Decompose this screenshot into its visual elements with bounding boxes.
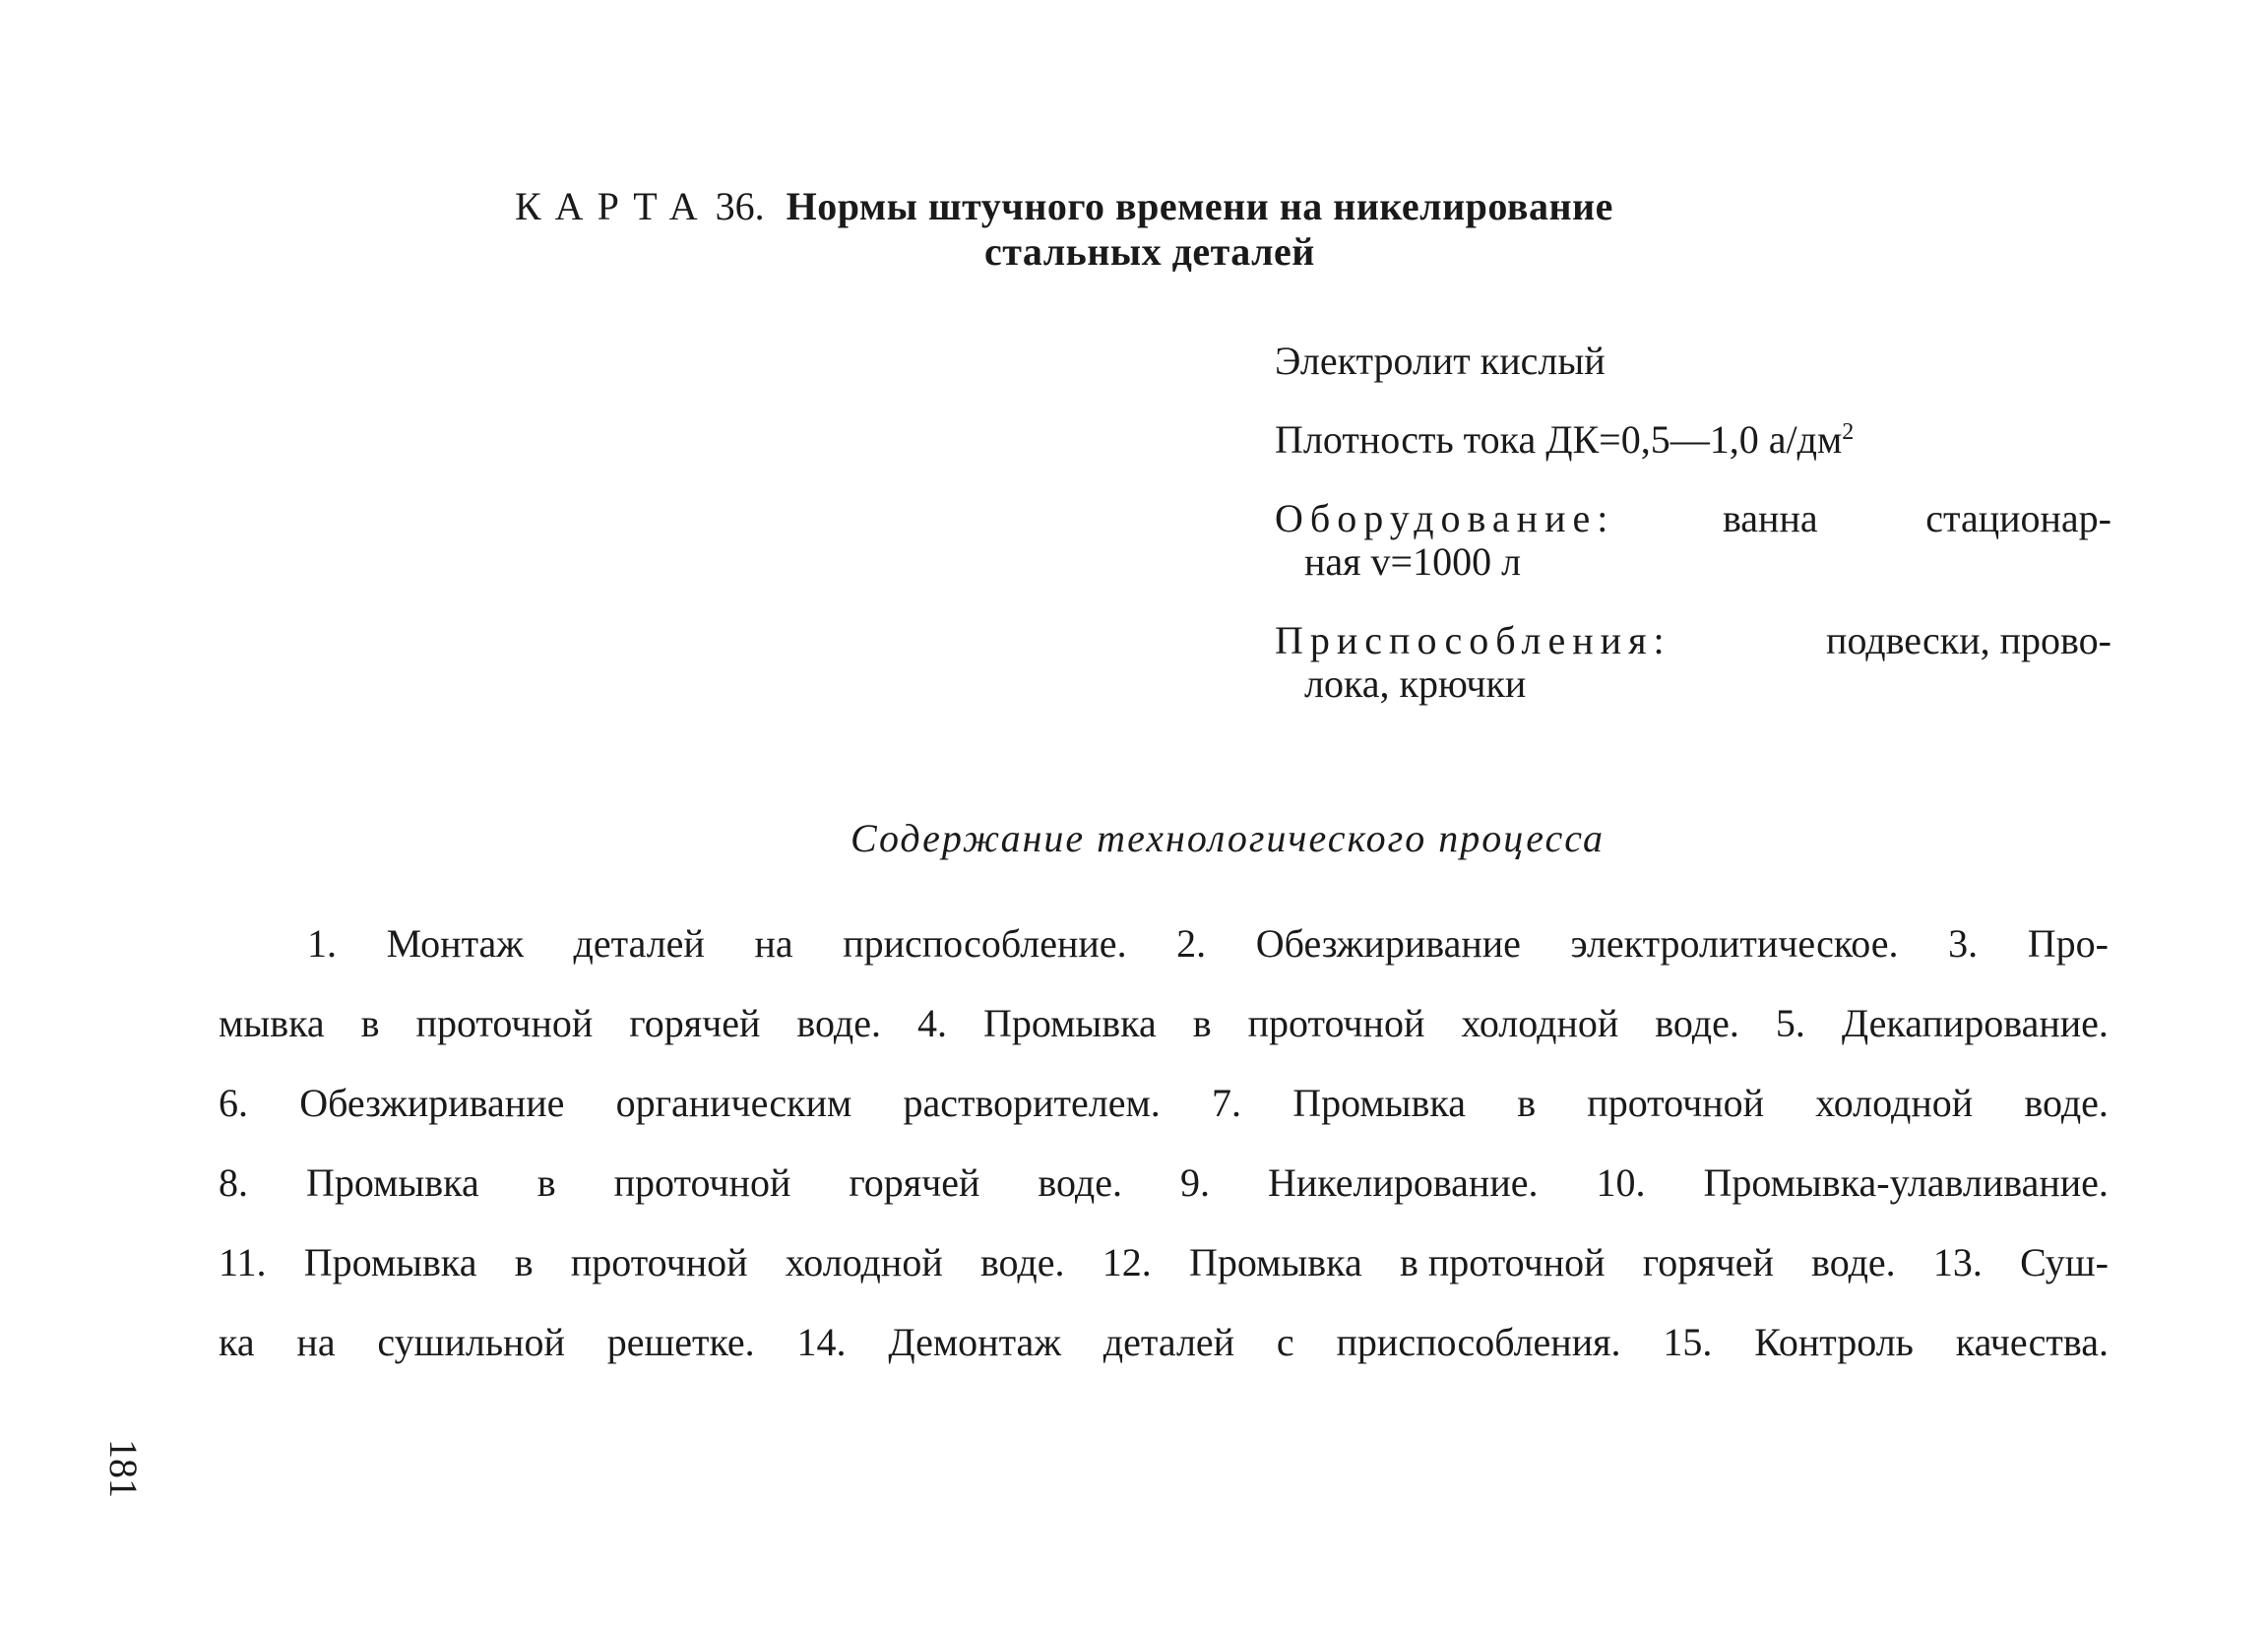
- process-word: воде.: [979, 1240, 1065, 1284]
- process-word: Промывка: [303, 1240, 477, 1284]
- process-paragraph: [219, 920, 2109, 1399]
- process-word: Никелирование.: [1267, 1160, 1539, 1205]
- process-word: в: [514, 1240, 534, 1284]
- process-word: в: [1192, 1001, 1212, 1045]
- process-word: в проточной: [1399, 1240, 1606, 1284]
- card-title-line2: стальных деталей: [984, 229, 1315, 274]
- process-word: деталей: [1102, 1320, 1235, 1364]
- equipment-word2: стационар-: [1925, 496, 2111, 540]
- process-word: деталей: [573, 921, 705, 966]
- process-word: проточной: [570, 1240, 748, 1284]
- process-word: воде.: [796, 1001, 881, 1045]
- fixtures-label: Приспособления:: [1275, 618, 1671, 662]
- process-word: воде.: [1811, 1240, 1896, 1284]
- process-word: воде.: [1038, 1160, 1122, 1205]
- process-word: 12.: [1102, 1240, 1152, 1284]
- superscript-two: 2: [1842, 419, 1855, 445]
- process-word: 9.: [1179, 1160, 1210, 1205]
- section-title: Содержание технологического процесса: [850, 816, 1605, 860]
- process-word: 10.: [1596, 1160, 1646, 1205]
- process-word: 8.: [219, 1160, 248, 1205]
- process-word: горячей: [849, 1160, 980, 1205]
- process-word: проточной: [1247, 1001, 1425, 1045]
- spec-equipment: [1275, 497, 2111, 584]
- process-word: на: [754, 921, 793, 966]
- process-word: 13.: [1932, 1240, 1983, 1284]
- process-line: [219, 920, 2109, 1000]
- process-word: 2.: [1176, 921, 1207, 966]
- process-word: холодной: [785, 1240, 943, 1284]
- process-word: с: [1276, 1320, 1294, 1364]
- process-word: Демонтаж: [888, 1320, 1061, 1364]
- process-word: Обезжиривание: [1255, 921, 1521, 966]
- process-word: электролитическое.: [1570, 921, 1899, 966]
- page-number: 181: [101, 1439, 146, 1498]
- spec-electrolyte: Электролит кислый: [1275, 339, 1606, 383]
- process-word: сушильной: [377, 1320, 565, 1364]
- process-word: в: [360, 1001, 380, 1045]
- process-word: решетке.: [606, 1320, 755, 1364]
- card-number: 36.: [715, 184, 765, 228]
- process-word: в: [1517, 1081, 1537, 1125]
- process-word: Промывка: [982, 1001, 1157, 1045]
- process-word: холодной: [1815, 1081, 1974, 1125]
- process-word: Монтаж: [386, 921, 524, 966]
- process-word: 11.: [219, 1240, 267, 1284]
- equipment-continuation: ная v=1000 л: [1304, 539, 1522, 584]
- process-word: 3.: [1948, 921, 1979, 966]
- process-line: [219, 1000, 2109, 1080]
- process-word: Про-: [2027, 921, 2109, 966]
- process-word: 4.: [916, 1001, 947, 1045]
- process-word: 15.: [1663, 1320, 1713, 1364]
- process-line: [219, 1319, 2109, 1399]
- process-word: горячей: [1642, 1240, 1774, 1284]
- process-line: [219, 1239, 2109, 1319]
- process-word: качества.: [1955, 1320, 2109, 1364]
- process-word: проточной: [613, 1160, 791, 1205]
- process-word: воде.: [1655, 1001, 1739, 1045]
- card-title-line1: Нормы штучного времени на никелирование: [786, 184, 1613, 228]
- fixtures-value: подвески, прово-: [1826, 618, 2111, 662]
- process-word: мывка: [219, 1001, 325, 1045]
- process-word: 5.: [1775, 1001, 1805, 1045]
- process-word: Декапирование.: [1841, 1001, 2109, 1045]
- process-word: проточной: [415, 1001, 594, 1045]
- card-label: КАРТА: [515, 184, 712, 228]
- equipment-label: Оборудование:: [1275, 496, 1615, 540]
- process-word: 1.: [307, 921, 337, 966]
- process-word: Промывка: [1292, 1081, 1466, 1125]
- process-word: воде.: [2024, 1081, 2109, 1125]
- process-word: Промывка: [1188, 1240, 1362, 1284]
- spec-fixtures: [1275, 619, 2111, 706]
- process-word: растворителем.: [903, 1081, 1161, 1125]
- process-word: Промывка-улавливание.: [1703, 1160, 2109, 1205]
- process-word: приспособление.: [843, 921, 1127, 966]
- process-word: 14.: [796, 1320, 847, 1364]
- process-line: [219, 1159, 2109, 1239]
- process-word: 6.: [219, 1081, 248, 1125]
- process-word: Суш-: [2020, 1240, 2109, 1284]
- fixtures-continuation: лока, крючки: [1304, 661, 1527, 706]
- process-word: 7.: [1212, 1081, 1242, 1125]
- process-word: Контроль: [1754, 1320, 1914, 1364]
- process-word: холодной: [1461, 1001, 1619, 1045]
- process-word: ка: [219, 1320, 255, 1364]
- process-word: Промывка: [305, 1160, 479, 1205]
- process-word: приспособления.: [1336, 1320, 1621, 1364]
- process-word: на: [296, 1320, 336, 1364]
- process-word: горячей: [629, 1001, 761, 1045]
- process-word: органическим: [615, 1081, 852, 1125]
- specs-block: [1275, 340, 2111, 706]
- equipment-word1: ванна: [1722, 496, 1818, 540]
- card-header: [515, 183, 1613, 230]
- spec-current-density: Плотность тока ДК=0,5—1,0 $а/дм^2$: [1275, 417, 1855, 462]
- process-line: [219, 1080, 2109, 1159]
- process-word: Обезжиривание: [299, 1081, 565, 1125]
- process-word: проточной: [1587, 1081, 1765, 1125]
- process-word: в: [536, 1160, 556, 1205]
